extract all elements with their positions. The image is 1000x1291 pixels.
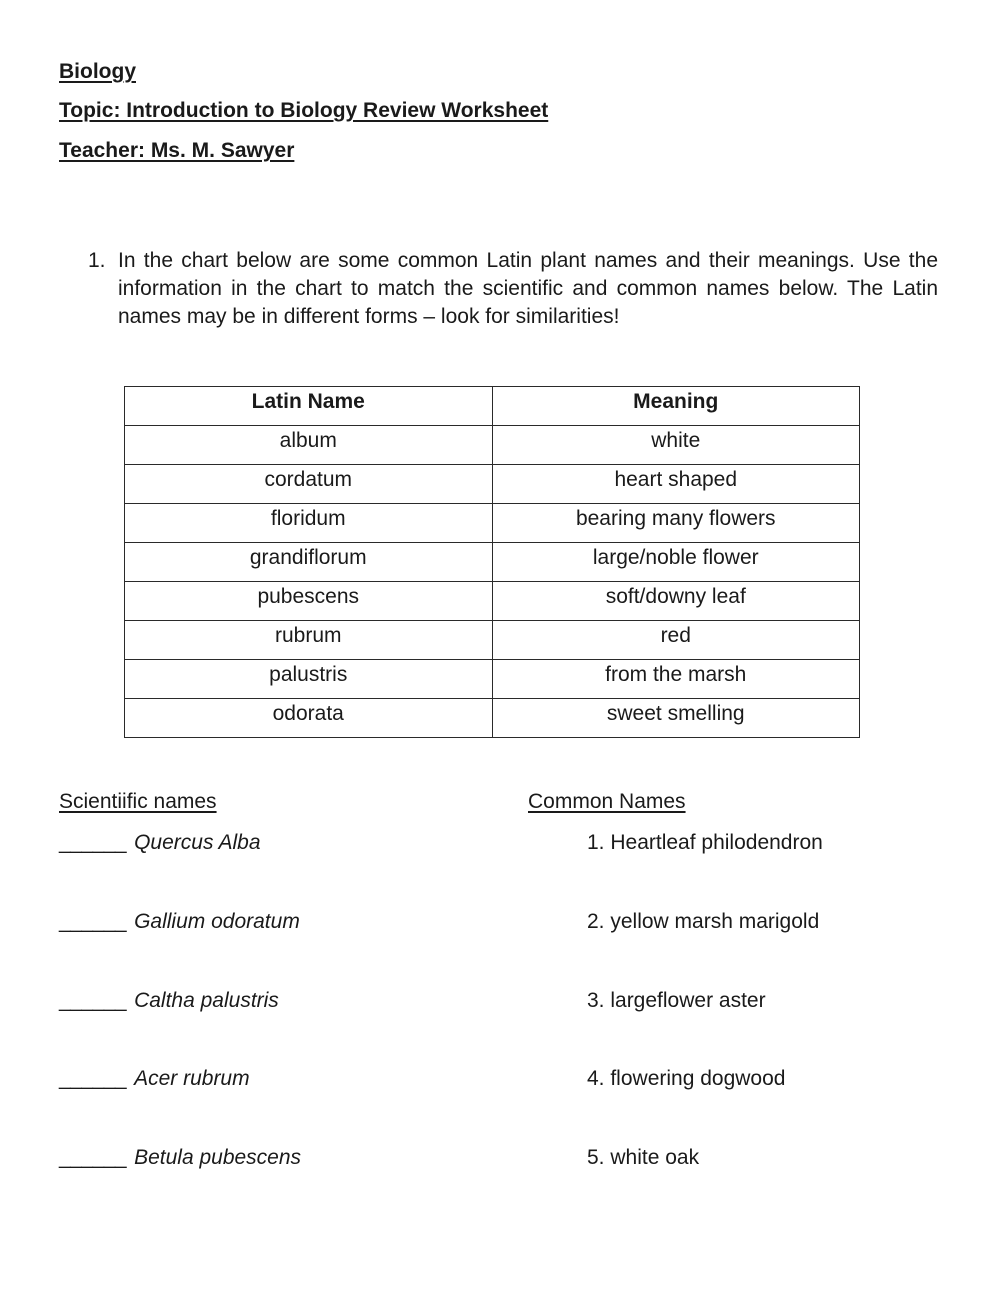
meaning-cell: soft/downy leaf <box>492 582 860 621</box>
subject-heading: Biology <box>59 60 136 83</box>
header-meaning: Meaning <box>492 387 860 426</box>
scientific-names-heading: Scientiific names <box>59 790 217 813</box>
latin-name-cell: pubescens <box>125 582 493 621</box>
scientific-name-item <box>59 1146 301 1170</box>
meaning-cell: heart shaped <box>492 465 860 504</box>
question-number: 1. <box>88 249 106 272</box>
question-1 <box>88 247 938 331</box>
meaning-cell: large/noble flower <box>492 543 860 582</box>
answer-blank[interactable]: ______ <box>59 831 127 854</box>
table-row <box>125 699 860 738</box>
latin-name-cell: rubrum <box>125 621 493 660</box>
latin-name-cell: floridum <box>125 504 493 543</box>
scientific-name-item <box>59 910 300 934</box>
latin-name-cell: odorata <box>125 699 493 738</box>
answer-blank[interactable]: ______ <box>59 1146 127 1169</box>
header-latin-name: Latin Name <box>125 387 493 426</box>
scientific-name: Betula pubescens <box>134 1146 302 1169</box>
common-name-item: 3. largeflower aster <box>587 989 766 1012</box>
teacher-heading: Teacher: Ms. M. Sawyer <box>59 139 295 162</box>
common-name-item: 5. white oak <box>587 1146 700 1169</box>
latin-name-cell: palustris <box>125 660 493 699</box>
meaning-cell: from the marsh <box>492 660 860 699</box>
scientific-name: Quercus Alba <box>134 831 261 854</box>
table-row <box>125 621 860 660</box>
table-header-row <box>125 387 860 426</box>
question-text: In the chart below are some common Latin plant names and their meanings. Use the information in the chart to match the scientific and common names below. The Latin names may be in different forms – look for similarities! <box>118 249 938 328</box>
common-name-item: 2. yellow marsh marigold <box>587 910 820 933</box>
latin-names-table <box>124 386 860 738</box>
scientific-name-item <box>59 831 261 855</box>
answer-blank[interactable]: ______ <box>59 1067 127 1090</box>
latin-name-cell: cordatum <box>125 465 493 504</box>
table-row <box>125 660 860 699</box>
table-row <box>125 465 860 504</box>
table-row <box>125 543 860 582</box>
scientific-name-item <box>59 1067 250 1091</box>
table-row <box>125 582 860 621</box>
meaning-cell: white <box>492 426 860 465</box>
topic-heading: Topic: Introduction to Biology Review Worksheet <box>59 99 549 122</box>
answer-blank[interactable]: ______ <box>59 910 127 933</box>
answer-blank[interactable]: ______ <box>59 989 127 1012</box>
common-names-heading: Common Names <box>528 790 686 813</box>
meaning-cell: sweet smelling <box>492 699 860 738</box>
latin-name-cell: grandiflorum <box>125 543 493 582</box>
scientific-name: Caltha palustris <box>134 989 279 1012</box>
scientific-name: Gallium odoratum <box>134 910 300 933</box>
common-name-item: 4. flowering dogwood <box>587 1067 786 1090</box>
common-name-item: 1. Heartleaf philodendron <box>587 831 823 854</box>
scientific-name: Acer rubrum <box>134 1067 250 1090</box>
table-row <box>125 504 860 543</box>
meaning-cell: red <box>492 621 860 660</box>
meaning-cell: bearing many flowers <box>492 504 860 543</box>
table-row <box>125 426 860 465</box>
latin-name-cell: album <box>125 426 493 465</box>
scientific-name-item <box>59 989 279 1013</box>
